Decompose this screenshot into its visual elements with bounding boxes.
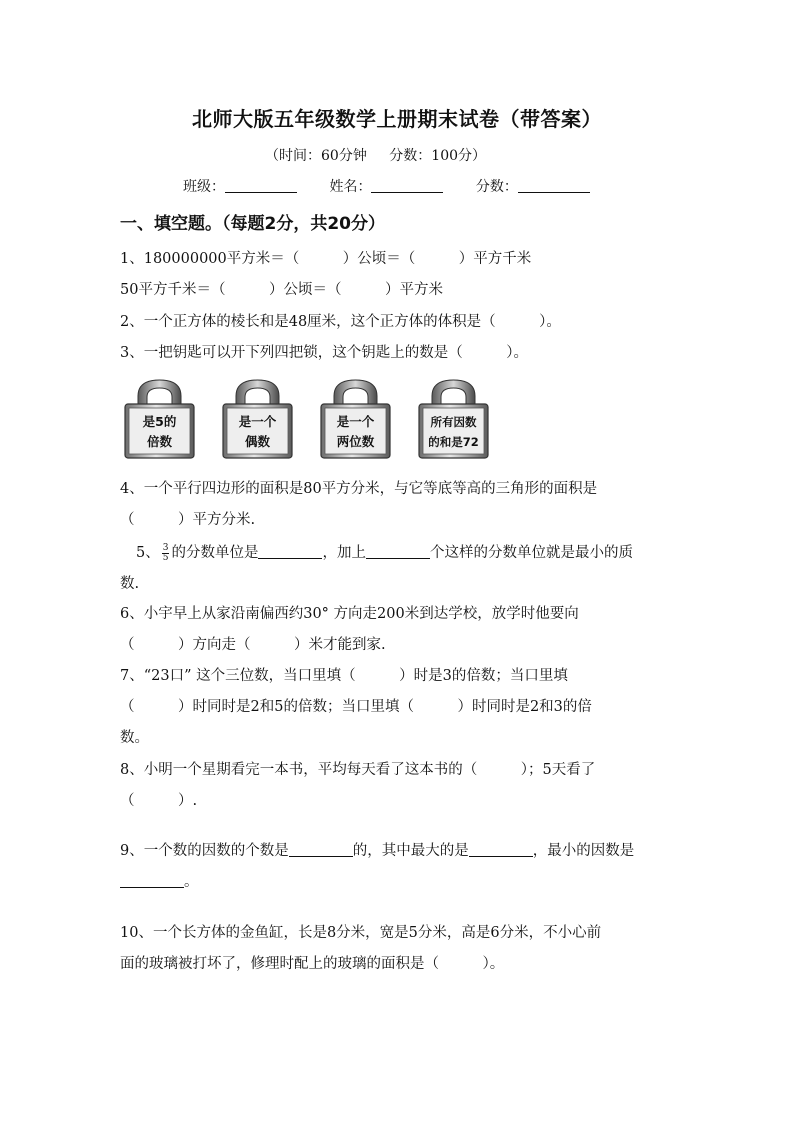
fraction bbox=[162, 544, 170, 563]
student-info bbox=[183, 176, 618, 196]
lock-4-line-2: 的和是72 bbox=[428, 435, 479, 449]
section-heading: 一、填空题。（每题2分，共20分） bbox=[120, 214, 385, 234]
score-info: 分数：100分） bbox=[389, 148, 487, 164]
fraction-denominator: 5 bbox=[162, 552, 169, 563]
class-field bbox=[183, 176, 297, 196]
class-blank[interactable] bbox=[225, 178, 297, 193]
name-field bbox=[329, 176, 443, 196]
lock-2 bbox=[220, 376, 295, 460]
question-5-text-b: ，加上 bbox=[322, 545, 366, 561]
lock-2-line-2: 偶数 bbox=[244, 434, 270, 449]
question-5b: 数. bbox=[120, 576, 140, 592]
lock-3 bbox=[318, 376, 393, 460]
question-1a: 1、180000000平方米＝（ ）公顷＝（ ）平方千米 bbox=[120, 251, 532, 267]
question-9-text-a: 9、一个数的因数的个数是 bbox=[120, 843, 289, 859]
lock-2-line-1: 是一个 bbox=[238, 414, 277, 429]
lock-4 bbox=[416, 376, 491, 460]
name-label: 姓名： bbox=[329, 179, 372, 195]
question-1b: 50平方千米＝（ ）公顷＝（ ）平方米 bbox=[120, 282, 443, 298]
lock-3-label bbox=[322, 412, 389, 452]
lock-1-line-1: 是5的 bbox=[142, 414, 177, 429]
question-9a bbox=[120, 839, 634, 860]
score-field bbox=[476, 176, 590, 196]
fraction-numerator: 3 bbox=[162, 542, 169, 553]
question-6b: （ ）方向走（ ）米才能到家. bbox=[120, 637, 386, 653]
question-9-text-b: 的，其中最大的是 bbox=[352, 843, 469, 859]
answer-blank[interactable] bbox=[366, 544, 430, 559]
question-5a bbox=[136, 541, 633, 563]
question-6a: 6、小宇早上从家沿南偏西约30° 方向走200米到达学校，放学时他要向 bbox=[120, 606, 579, 622]
score-blank[interactable] bbox=[518, 178, 590, 193]
lock-3-line-2: 两位数 bbox=[336, 434, 375, 449]
question-3: 3、一把钥匙可以开下列四把锁，这个钥匙上的数是（ ）。 bbox=[120, 345, 528, 361]
question-10a: 10、一个长方体的金鱼缸，长是8分米，宽是5分米，高是6分米，不小心前 bbox=[120, 925, 602, 941]
lock-4-label bbox=[420, 412, 487, 452]
lock-1 bbox=[122, 376, 197, 460]
lock-4-line-1: 所有因数 bbox=[430, 415, 477, 429]
page-title: 北师大版五年级数学上册期末试卷（带答案） bbox=[192, 107, 602, 131]
question-8b: （ ）. bbox=[120, 793, 198, 809]
question-7a: 7、“23口” 这个三位数，当口里填（ ）时是3的倍数；当口里填 bbox=[120, 668, 568, 684]
exam-meta bbox=[265, 145, 504, 165]
question-4a: 4、一个平行四边形的面积是80平方分米，与它等底等高的三角形的面积是 bbox=[120, 481, 598, 497]
question-9-text-c: ，最小的因数是 bbox=[532, 843, 635, 859]
time-info: （时间：60分钟 bbox=[265, 148, 367, 164]
question-7b: （ ）时同时是2和5的倍数；当口里填（ ）时同时是2和3的倍 bbox=[120, 699, 592, 715]
lock-3-line-1: 是一个 bbox=[336, 414, 375, 429]
question-7c: 数。 bbox=[120, 730, 149, 746]
question-2: 2、一个正方体的棱长和是48厘米，这个正方体的体积是（ ）。 bbox=[120, 314, 561, 330]
question-4b: （ ）平方分米. bbox=[120, 512, 256, 528]
lock-1-label bbox=[126, 412, 193, 452]
question-8a: 8、小明一个星期看完一本书，平均每天看了这本书的（ ）；5天看了 bbox=[120, 762, 596, 778]
name-blank[interactable] bbox=[371, 178, 443, 193]
question-5-text-c: 个这样的分数单位就是最小的质 bbox=[429, 545, 633, 561]
lock-images bbox=[122, 376, 492, 460]
score-label: 分数： bbox=[475, 179, 518, 195]
answer-blank[interactable] bbox=[120, 873, 184, 888]
answer-blank[interactable] bbox=[469, 842, 533, 857]
lock-1-line-2: 倍数 bbox=[146, 434, 172, 449]
class-label: 班级： bbox=[183, 179, 225, 195]
question-9-text-d: 。 bbox=[184, 874, 199, 890]
answer-blank[interactable] bbox=[289, 842, 353, 857]
question-5-text-a: 的分数单位是 bbox=[171, 545, 259, 561]
lock-2-label bbox=[224, 412, 291, 452]
question-5-number: 5、 bbox=[136, 545, 160, 561]
answer-blank[interactable] bbox=[258, 544, 322, 559]
question-10b: 面的玻璃被打坏了，修理时配上的玻璃的面积是（ ）。 bbox=[120, 956, 505, 972]
question-9b bbox=[120, 870, 199, 891]
